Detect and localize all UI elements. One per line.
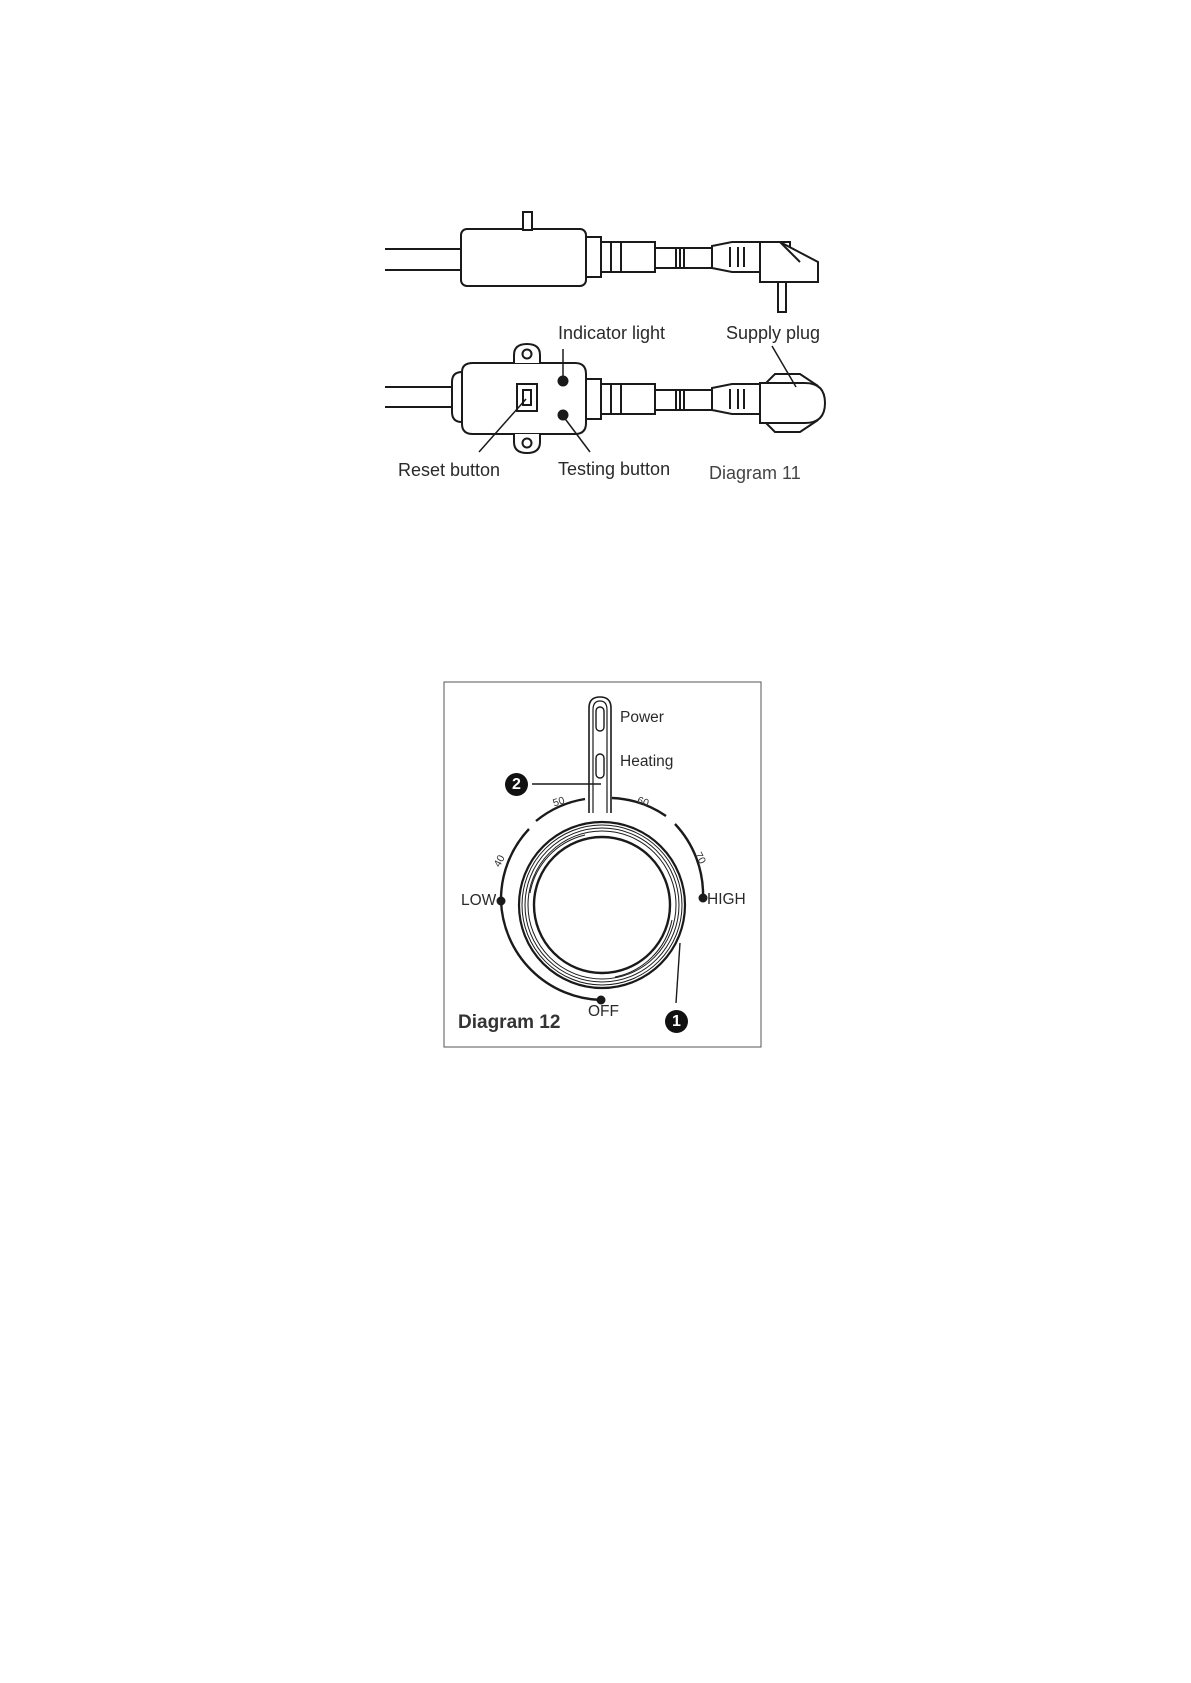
indicator-light-label: Indicator light [558, 323, 666, 343]
diagram-11-caption: Diagram 11 [709, 463, 801, 483]
testing-button-label: Testing button [558, 459, 671, 479]
power-lamp [596, 707, 604, 731]
low-label: LOW [461, 892, 497, 909]
heating-label: Heating [620, 753, 674, 770]
callout-2-badge: 2 [505, 773, 528, 796]
off-label: OFF [588, 1003, 619, 1020]
thermostat-knob[interactable] [519, 822, 685, 988]
indicator-bar [589, 697, 611, 813]
tick-50: 50 [551, 794, 567, 810]
high-label: HIGH [707, 891, 746, 908]
reset-button-label: Reset button [398, 460, 501, 480]
high-marker [700, 895, 707, 902]
callout-1-badge: 1 [665, 1010, 688, 1033]
supply-plug-label: Supply plug [726, 323, 821, 343]
diagram-12-caption: Diagram 12 [458, 1012, 561, 1033]
low-marker [498, 898, 505, 905]
tick-70: 70 [692, 850, 709, 867]
power-label: Power [620, 709, 664, 726]
tick-60: 60 [635, 794, 651, 810]
heating-lamp [596, 754, 604, 778]
tick-40: 40 [491, 853, 508, 870]
